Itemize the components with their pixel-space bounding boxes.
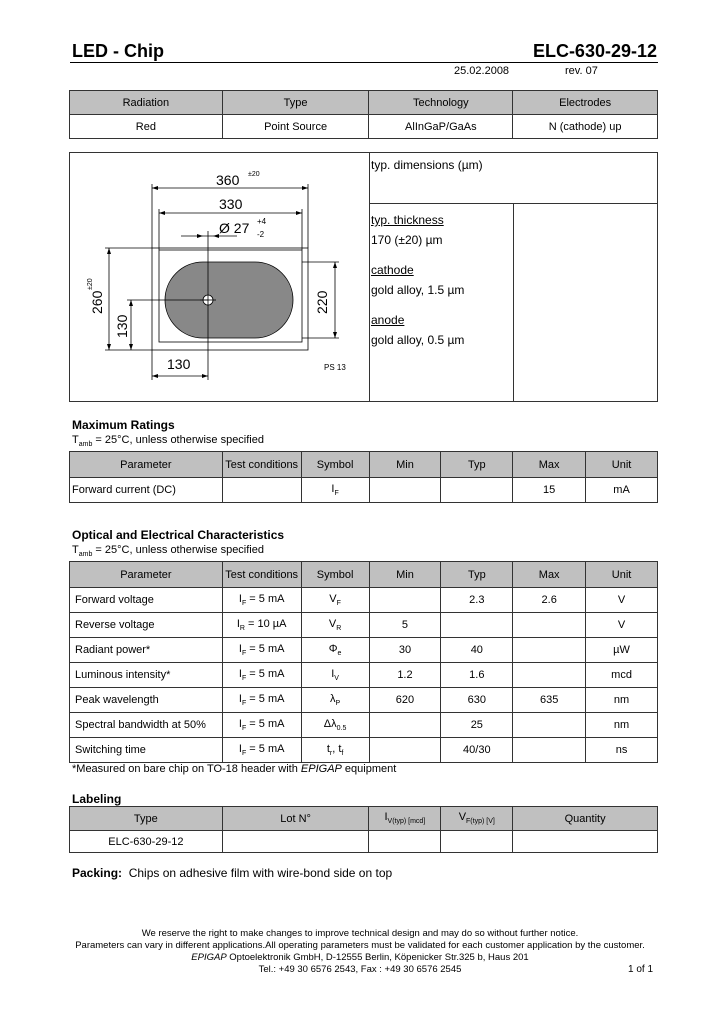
- drawing-label: PS 13: [324, 363, 346, 372]
- table-row: [70, 688, 658, 713]
- footer-notice-2: Parameters can vary in different applications.All operating parameters must be validated for each customer application by the customer.: [75, 940, 645, 951]
- col-header: Parameter: [70, 562, 223, 588]
- unit-cell: mA: [586, 478, 658, 503]
- col-header: Min: [369, 452, 441, 478]
- info-thickness-label: typ. thickness: [371, 213, 444, 227]
- labeling-table: [69, 806, 658, 853]
- param-cell: Radiant power*: [70, 638, 223, 663]
- summary-header: Electrodes: [513, 91, 658, 115]
- dim-contact-tol-plus: +4: [257, 217, 267, 226]
- typ-cell: 40: [441, 638, 513, 663]
- symbol-cell: $\lambda_P$: [301, 688, 369, 713]
- max-cell: 635: [513, 688, 586, 713]
- param-cell: Forward voltage: [70, 588, 223, 613]
- col-header: Min: [369, 562, 441, 588]
- param-cell: Spectral bandwidth at 50%: [70, 713, 223, 738]
- param-cell: Luminous intensity*: [70, 663, 223, 688]
- table-row: [70, 588, 658, 613]
- typ-cell: [441, 478, 513, 503]
- param-cell: Switching time: [70, 738, 223, 763]
- cond-cell: $I_R = 10$ µA: [222, 613, 301, 638]
- typ-cell: 2.3: [441, 588, 513, 613]
- min-cell: [369, 478, 441, 503]
- symbol-cell: $\Phi_e$: [301, 638, 369, 663]
- dim-top-width: 330: [219, 196, 243, 212]
- table-row: [70, 831, 658, 853]
- vf-cell: [441, 831, 513, 853]
- symbol-cell: $t_r$, $t_f$: [301, 738, 369, 763]
- max-ratings-condition: $T_{amb} = 25^\circ C$, unless otherwise specified: [72, 434, 264, 449]
- iv-cell: [369, 831, 441, 853]
- typ-cell: 630: [441, 688, 513, 713]
- col-header: Max: [513, 452, 586, 478]
- footer-notice-1: We reserve the right to make changes to improve technical design and may do so without further notice.: [141, 928, 579, 939]
- type-cell: ELC-630-29-12: [70, 831, 223, 853]
- summary-header: Technology: [369, 91, 513, 115]
- summary-header: Radiation: [70, 91, 223, 115]
- info-title: typ. dimensions (µm): [371, 158, 483, 172]
- summary-table: [69, 90, 658, 139]
- cond-cell: $I_F = 5$ mA: [222, 663, 301, 688]
- optical-title: Optical and Electrical Characteristics: [72, 528, 285, 542]
- min-cell: [369, 738, 441, 763]
- min-cell: [369, 588, 441, 613]
- summary-value: AlInGaP/GaAs: [369, 115, 513, 139]
- unit-cell: mcd: [586, 663, 658, 688]
- packing-line: Packing: Chips on adhesive film with wire-bond side on top: [72, 866, 393, 880]
- symbol-cell: $V_R$: [301, 613, 369, 638]
- max-cell: [513, 638, 586, 663]
- info-cathode-label: cathode: [371, 263, 414, 277]
- summary-value: N (cathode) up: [513, 115, 658, 139]
- param-cell: Forward current (DC): [70, 478, 223, 503]
- typ-cell: [441, 613, 513, 638]
- table-row: [70, 613, 658, 638]
- col-header: Parameter: [70, 452, 223, 478]
- table-row: [70, 713, 658, 738]
- param-cell: Peak wavelength: [70, 688, 223, 713]
- max-cell: [513, 613, 586, 638]
- symbol-cell: $I_F$: [301, 478, 369, 503]
- part-number: ELC-630-29-12: [532, 41, 657, 61]
- summary-value: Point Source: [222, 115, 369, 139]
- info-anode-value: gold alloy, 0.5 µm: [371, 333, 465, 347]
- lot-cell: [222, 831, 369, 853]
- min-cell: [369, 713, 441, 738]
- col-header: Symbol: [301, 562, 369, 588]
- max-ratings-table: [69, 451, 658, 503]
- unit-cell: µW: [586, 638, 658, 663]
- optical-condition: $T_{amb} = 25^\circ C$, unless otherwise specified: [72, 544, 264, 559]
- dim-contact-diameter: Ø 27: [219, 220, 250, 236]
- cond-cell: $I_F = 5$ mA: [222, 588, 301, 613]
- col-header: Quantity: [513, 807, 658, 831]
- col-header: Lot N°: [222, 807, 369, 831]
- symbol-cell: $\Delta\lambda_{0.5}$: [301, 713, 369, 738]
- cond-cell: $I_F = 5$ mA: [222, 688, 301, 713]
- col-header: Symbol: [301, 452, 369, 478]
- chip-info-panel: [369, 152, 658, 402]
- info-anode-label: anode: [371, 313, 405, 327]
- info-cathode-value: gold alloy, 1.5 µm: [371, 283, 465, 297]
- info-thickness-value: 170 (±20) µm: [371, 233, 443, 247]
- symbol-cell: $V_F$: [301, 588, 369, 613]
- col-header: $I_{V(typ) [mcd]}$: [369, 807, 441, 831]
- dim-center-x: 130: [167, 356, 191, 372]
- col-header: Test conditions: [222, 562, 301, 588]
- col-header: Typ: [441, 562, 513, 588]
- doc-revision: rev. 07: [565, 65, 598, 77]
- col-header: Unit: [586, 452, 658, 478]
- optical-table: [69, 561, 658, 763]
- labeling-title: Labeling: [72, 792, 122, 806]
- page-number: 1 of 1: [628, 964, 654, 975]
- cond-cell: [222, 478, 301, 503]
- table-row: [70, 478, 658, 503]
- unit-cell: ns: [586, 738, 658, 763]
- typ-cell: 40/30: [441, 738, 513, 763]
- optical-footnote: *Measured on bare chip on TO-18 header with EPIGAP equipment: [72, 763, 397, 775]
- min-cell: 620: [369, 688, 441, 713]
- header-rule: [70, 62, 658, 63]
- cond-cell: $I_F = 5$ mA: [222, 738, 301, 763]
- col-header: Typ: [441, 452, 513, 478]
- dim-outer-tol: ±20: [248, 171, 260, 178]
- dim-outer-width: 360: [216, 172, 240, 188]
- unit-cell: V: [586, 588, 658, 613]
- unit-cell: nm: [586, 713, 658, 738]
- param-cell: Reverse voltage: [70, 613, 223, 638]
- min-cell: 5: [369, 613, 441, 638]
- col-header: Unit: [586, 562, 658, 588]
- unit-cell: V: [586, 613, 658, 638]
- col-header: Test conditions: [222, 452, 301, 478]
- dim-height-tol: ±20: [87, 278, 94, 290]
- symbol-cell: $I_V$: [301, 663, 369, 688]
- dim-center-y: 130: [114, 314, 130, 338]
- table-row: [70, 638, 658, 663]
- footer-address: EPIGAP Optoelektronik GmbH, D-12555 Berlin, Köpenicker Str.325 b, Haus 201: [191, 952, 529, 963]
- doc-title: LED - Chip: [72, 41, 164, 61]
- qty-cell: [513, 831, 658, 853]
- table-row: [70, 738, 658, 763]
- col-header: $V_{F(typ) [V]}$: [441, 807, 513, 831]
- col-header: Type: [70, 807, 223, 831]
- cond-cell: $I_F = 5$ mA: [222, 713, 301, 738]
- dim-height: 260: [89, 290, 105, 314]
- max-cell: 2.6: [513, 588, 586, 613]
- unit-cell: nm: [586, 688, 658, 713]
- typ-cell: 25: [441, 713, 513, 738]
- max-ratings-title: Maximum Ratings: [72, 418, 175, 432]
- doc-date: 25.02.2008: [454, 65, 510, 77]
- table-row: [70, 663, 658, 688]
- max-cell: 15: [513, 478, 586, 503]
- cond-cell: $I_F = 5$ mA: [222, 638, 301, 663]
- typ-cell: 1.6: [441, 663, 513, 688]
- min-cell: 1.2: [369, 663, 441, 688]
- dim-inner-height: 220: [314, 290, 330, 314]
- chip-drawing: [69, 152, 369, 402]
- max-cell: [513, 738, 586, 763]
- col-header: Max: [513, 562, 586, 588]
- footer-phone: Tel.: +49 30 6576 2543, Fax : +49 30 6576 2545: [258, 964, 462, 975]
- max-cell: [513, 713, 586, 738]
- summary-header: Type: [222, 91, 369, 115]
- max-cell: [513, 663, 586, 688]
- summary-value: Red: [70, 115, 223, 139]
- dim-contact-tol-minus: -2: [257, 230, 265, 239]
- min-cell: 30: [369, 638, 441, 663]
